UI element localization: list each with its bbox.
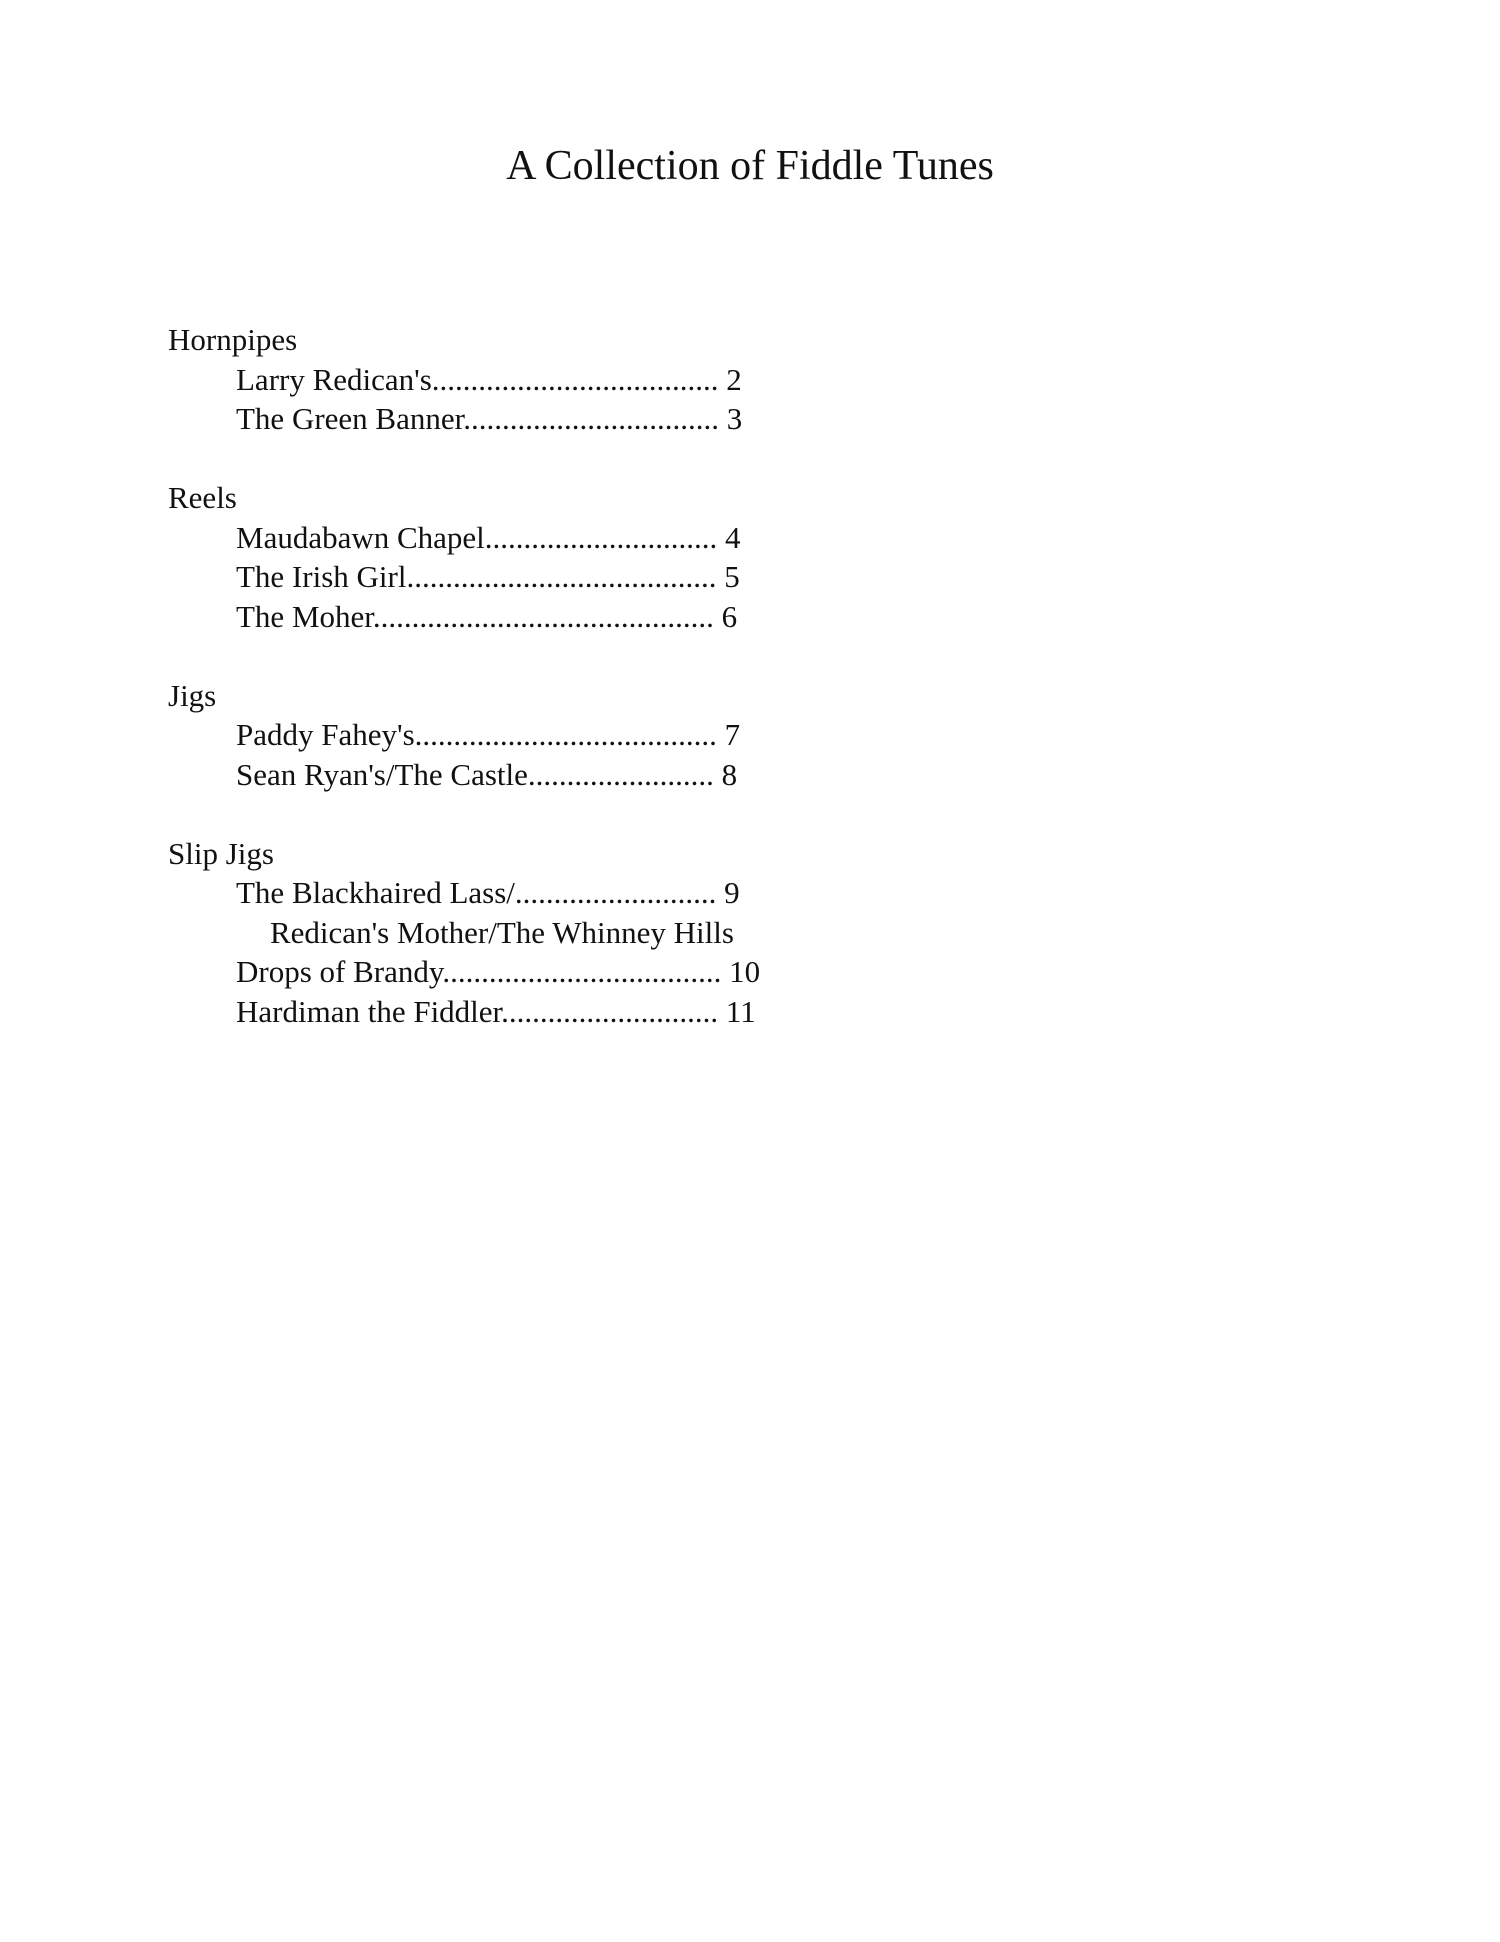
toc-entry: Sean Ryan's/The Castle........................ 8: [236, 756, 738, 792]
section-heading: Jigs: [168, 677, 217, 713]
table-of-contents: [168, 320, 868, 1071]
section-heading: Reels: [168, 480, 237, 515]
section-slip-jigs: [168, 834, 868, 1032]
toc-entry: Hardiman the Fiddler............................ 11: [236, 993, 756, 1029]
toc-entry: The Green Banner................................. 3: [236, 401, 743, 436]
toc-entry: Drops of Brandy.................................... 10: [236, 954, 761, 989]
toc-entry-continuation: Redican's Mother/The Whinney Hills: [270, 914, 734, 950]
toc-entry: The Moher............................................ 6: [236, 598, 738, 634]
section-jigs: [168, 676, 868, 795]
toc-entry: The Irish Girl........................................ 5: [236, 559, 740, 594]
section-heading: Slip Jigs: [168, 835, 274, 871]
section-reels: [168, 478, 868, 636]
section-hornpipes: [168, 320, 868, 439]
toc-entry: Maudabawn Chapel.............................. 4: [236, 519, 741, 555]
toc-entry: Larry Redican's..................................... 2: [236, 361, 742, 397]
page-title: A Collection of Fiddle Tunes: [506, 143, 994, 189]
section-heading: Hornpipes: [168, 322, 298, 357]
toc-entry: Paddy Fahey's....................................... 7: [236, 717, 741, 752]
toc-entry: The Blackhaired Lass/.......................... 9: [236, 875, 740, 910]
